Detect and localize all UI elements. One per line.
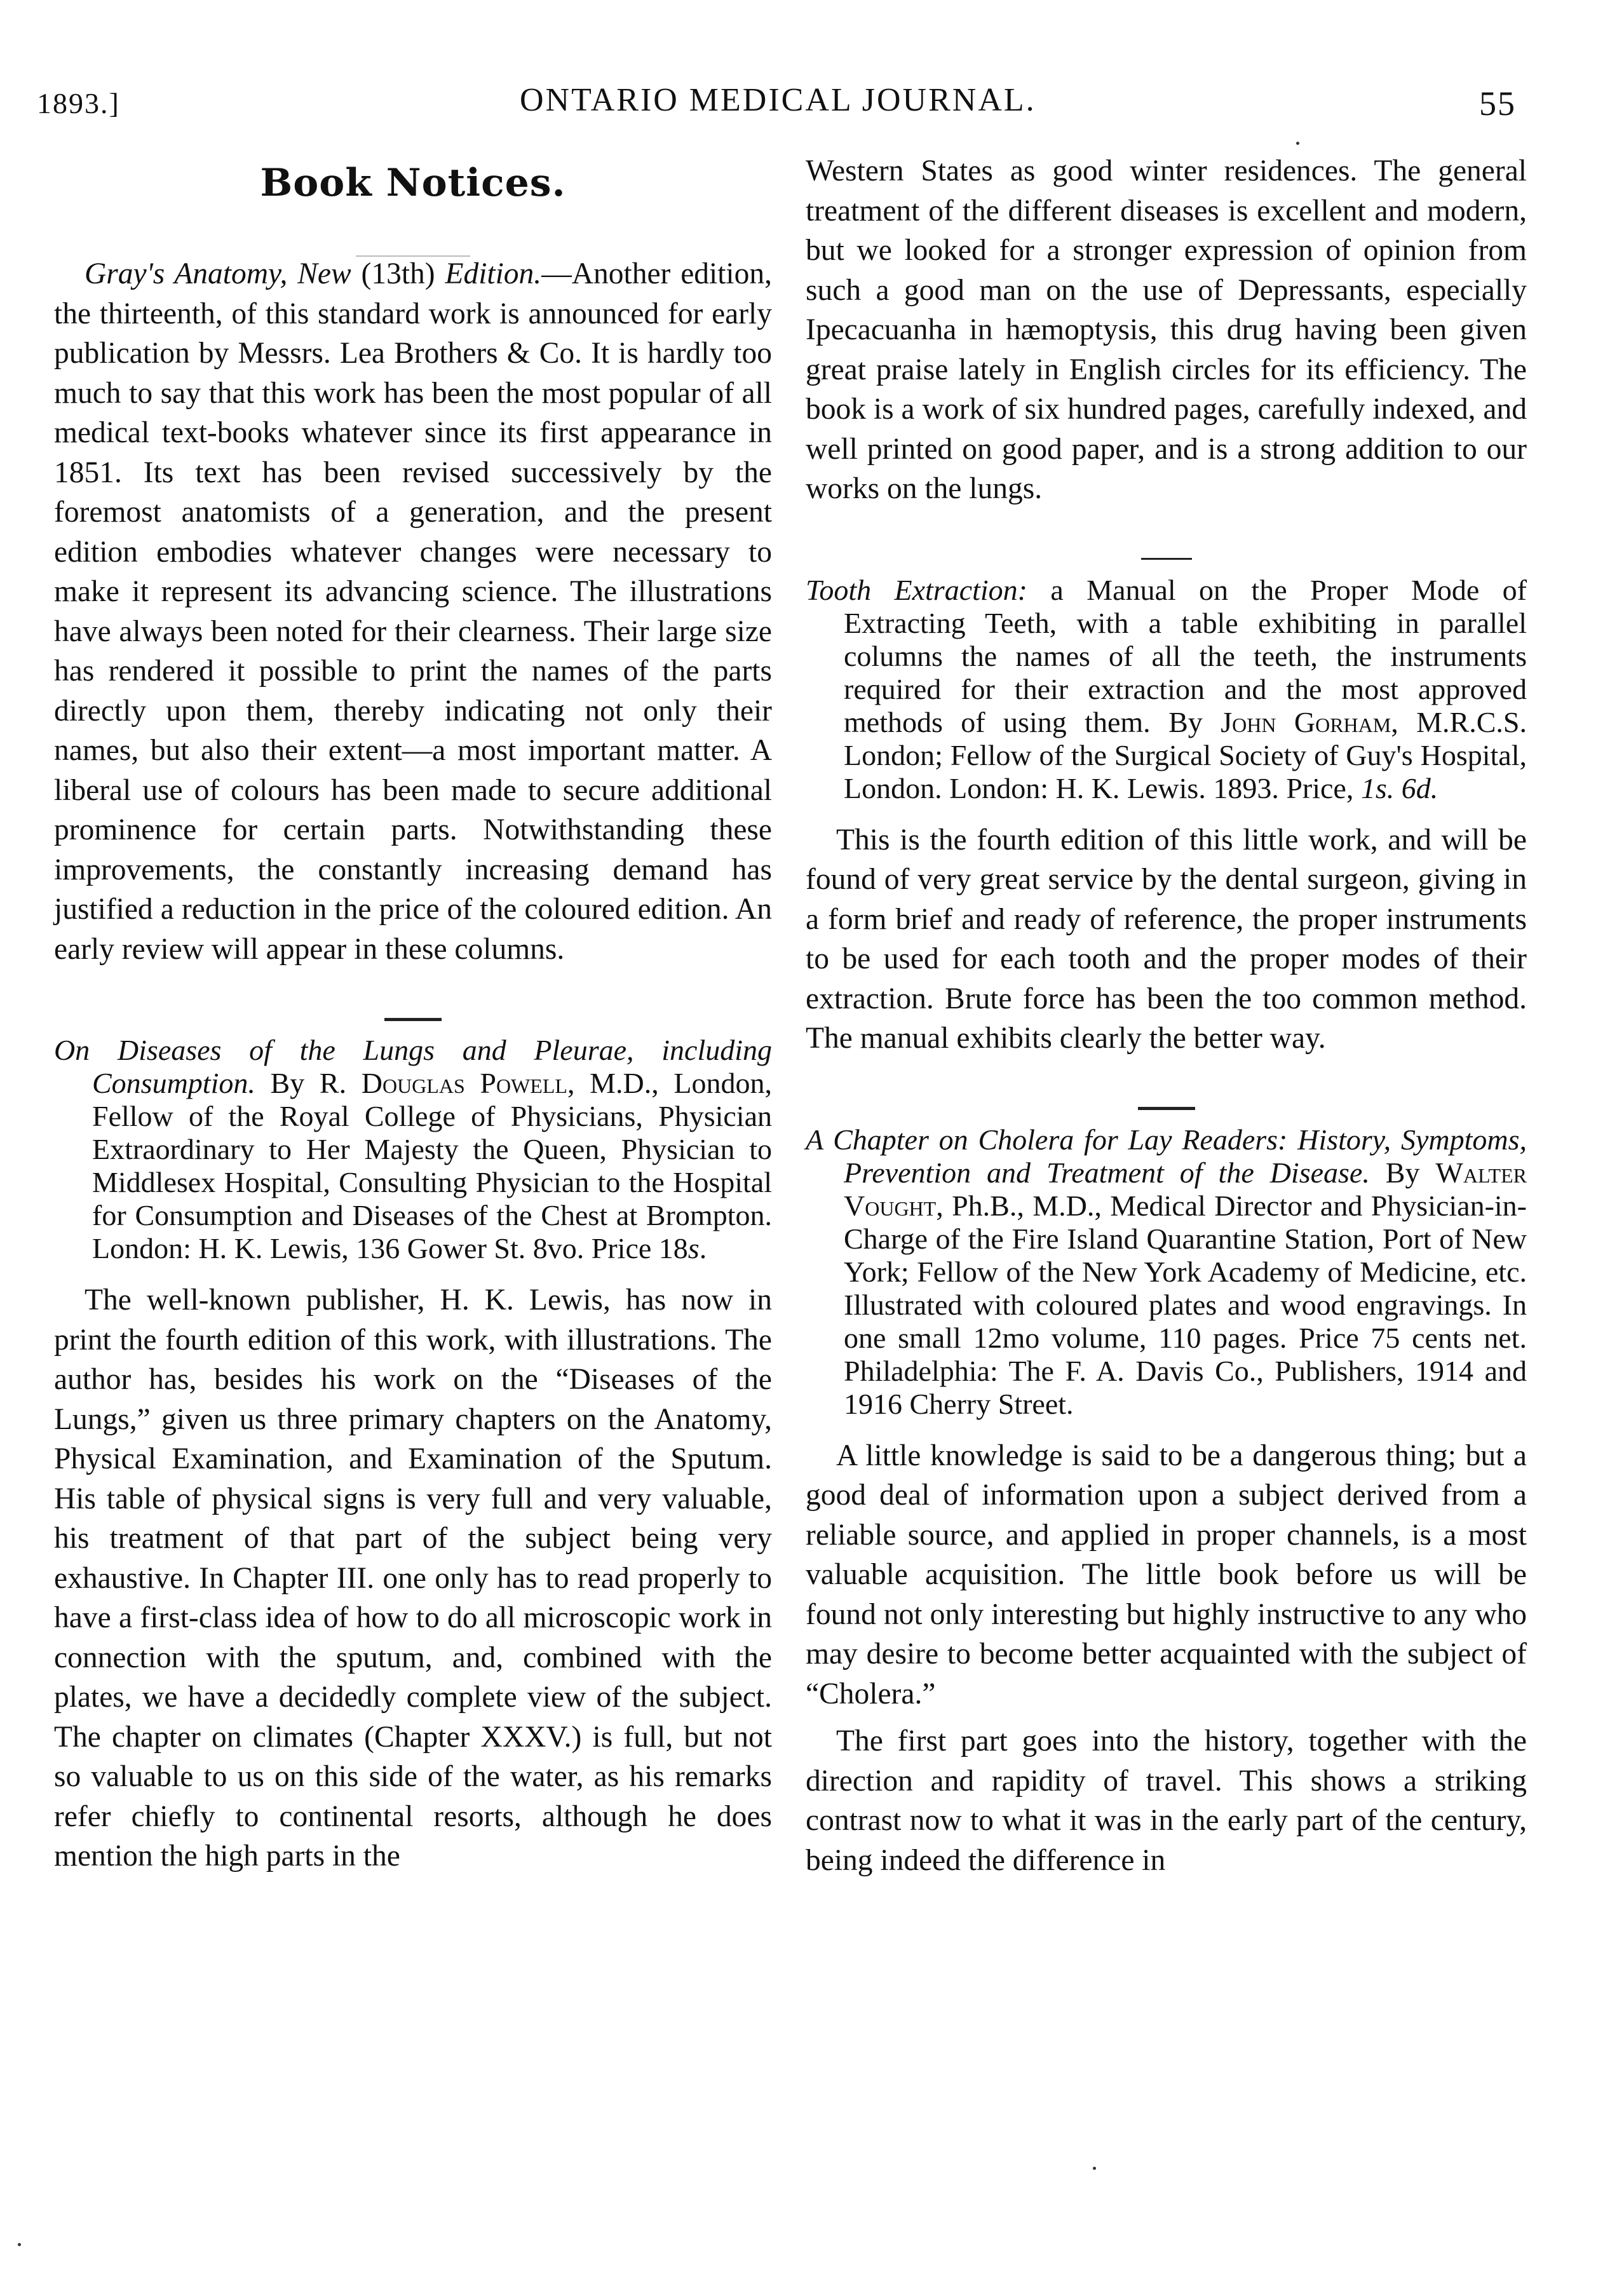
- separator-rule: [806, 1087, 1527, 1099]
- price-end: .: [699, 1232, 707, 1264]
- review-paragraph: This is the fourth edition of this little work, and will be found of very great service by the dental surgeon, giving in a form brief and ready of reference, the proper instruments to be used for each tooth and the proper modes of their extraction. Brute force has been the too common method. The manual exhibits clearly the better way.: [806, 823, 1527, 1055]
- notice-title-2: Edition.: [445, 257, 542, 290]
- notice-credentials: , M.D., London, Fellow of the Royal College of Physicians, Physician Extraordinary to Her Majesty the Queen, Physician to Middlesex Hospital, Consulting Physician to the Hospital for Consumption and Diseases of the Chest at Brompton. London: H. K. Lewis, 136 Gower St. 8vo. Price 18: [92, 1067, 772, 1264]
- review-paragraph: A little knowledge is said to be a dangerous thing; but a good deal of information upon a subject derived from a reliable source, and applied in proper channels, is a most valuable acquisition. The little book before us will be found not only interesting but highly instructive to any who may desire to become better acquainted with the subject of “Cholera.”: [806, 1439, 1527, 1711]
- running-head: [0, 75, 1624, 126]
- section-heading: Book Notices.: [260, 161, 566, 205]
- notice-credentials: , M.R.C.S. London; Fellow of the Surgical Society of Guy's Hospital, London. London: H. K. Lewis. 1893. Price,: [844, 705, 1527, 804]
- notice-diseases-of-lungs-entry: [54, 1034, 772, 1265]
- notice-subtitle: a Manual on the Proper Mode of Extracting Teeth, with a table exhibiting in parallel columns the names of all the teeth, the instruments required for their extraction and the most approved methods of using them. By: [844, 573, 1527, 738]
- notice-credentials: , Ph.B., M.D., Medical Director and Physician-in-Charge of the Fire Island Quarantine Station, Port of New York; Fellow of the New York Academy of Medicine, etc. Illustrated with coloured plates and wood engravings. In one small 12mo volume, 110 pages. Price 75 cents net. Philadelphia: The F. A. Davis Co., Publishers, 1914 and 1916 Cherry Street.: [844, 1189, 1527, 1420]
- page-number: 55: [1479, 85, 1516, 123]
- separator-rule: [806, 537, 1527, 550]
- notice-edition: (13th): [351, 257, 445, 290]
- print-speck: [1296, 142, 1299, 145]
- running-head-year: 1893.]: [37, 87, 120, 119]
- notice-title: Gray's Anatomy, New: [85, 257, 351, 290]
- notice-author: Walter Vought: [844, 1156, 1527, 1222]
- heading-rule: [54, 234, 772, 247]
- notice-title: A Chapter on Cholera for Lay Readers: History, Symptoms, Prevention and Treatment of the Disease.: [806, 1123, 1527, 1189]
- journal-title: ONTARIO MEDICAL JOURNAL.: [520, 82, 1036, 118]
- print-speck: [1093, 2167, 1096, 2170]
- notice-price: 1s. 6d.: [1360, 771, 1438, 804]
- price-unit: s: [687, 1232, 700, 1264]
- left-column: [54, 152, 772, 1876]
- notice-author: John Gorham: [1221, 705, 1391, 738]
- notice-body: —Another edition, the thirteenth, of this standard work is announced for early publication by Messrs. Lea Brothers & Co. It is hardly too much to say that this work has been the most popular of all medical text-books whatever since its first appearance in 1851. Its text has been revised successively by the foremost anatomists of a generation, and the present edition embodies whatever changes were necessary to make it represent its advancing science. The illustrations have always been noted for their clearness. Their large size has rendered it possible to print the names of the parts directly upon them, thereby indicating not only their names, but also their extent—a most important matter. A liberal use of colours has been made to secure additional prominence for certain parts. Notwithstanding these improvements, the constantly increasing demand has justified a reduction in the price of the coloured edition. An early review will appear in these columns.: [54, 257, 772, 966]
- notice-author: R. Douglas Powell: [319, 1067, 567, 1099]
- notice-grays-anatomy: [54, 254, 772, 969]
- review-paragraph: The well-known publisher, H. K. Lewis, has now in print the fourth edition of this work, with illustrations. The author has, besides his work on the “Diseases of the Lungs,” given us three primary chapters on the Anatomy, Physical Examination, and Examination of the Sputum. His table of physical signs is very full and very valuable, his treatment of that part of the subject being very exhaustive. In Chapter III. one only has to read properly to have a first-class idea of how to do all microscopic work in connection with the sputum, and, combined with the plates, we have a decidedly complete view of the subject. The chapter on climates (Chapter XXXV.) is full, but not so valuable to us on this side of the water, as his remarks refer chiefly to continental resorts, although he does mention the high parts in the: [54, 1284, 772, 1873]
- separator-rule: [54, 997, 772, 1010]
- notice-title: Tooth Extraction:: [806, 573, 1028, 606]
- review-paragraph: The first part goes into the history, together with the direction and rapidity of travel. This shows a striking contrast now to what it was in the early part of the century, being indeed the difference in: [806, 1724, 1527, 1877]
- right-column: [806, 151, 1527, 1880]
- print-speck: [18, 2243, 21, 2246]
- notice-title: On Diseases of the Lungs and Pleurae, including Consumption.: [54, 1034, 772, 1099]
- notice-tooth-extraction-entry: [806, 574, 1527, 805]
- notice-cholera-entry: [806, 1123, 1527, 1421]
- review-paragraph-continued: Western States as good winter residences. The general treatment of the different diseases is excellent and modern, but we looked for a stronger expression of opinion from such a good man on the use of Depressants, especially Ipecacuanha in hæmoptysis, this drug having been given great praise lately in English circles for its efficiency. The book is a work of six hundred pages, carefully indexed, and well printed on good paper, and is a strong addition to our works on the lungs.: [806, 154, 1527, 505]
- by-label: By: [1369, 1156, 1436, 1189]
- by-label: By: [255, 1067, 320, 1099]
